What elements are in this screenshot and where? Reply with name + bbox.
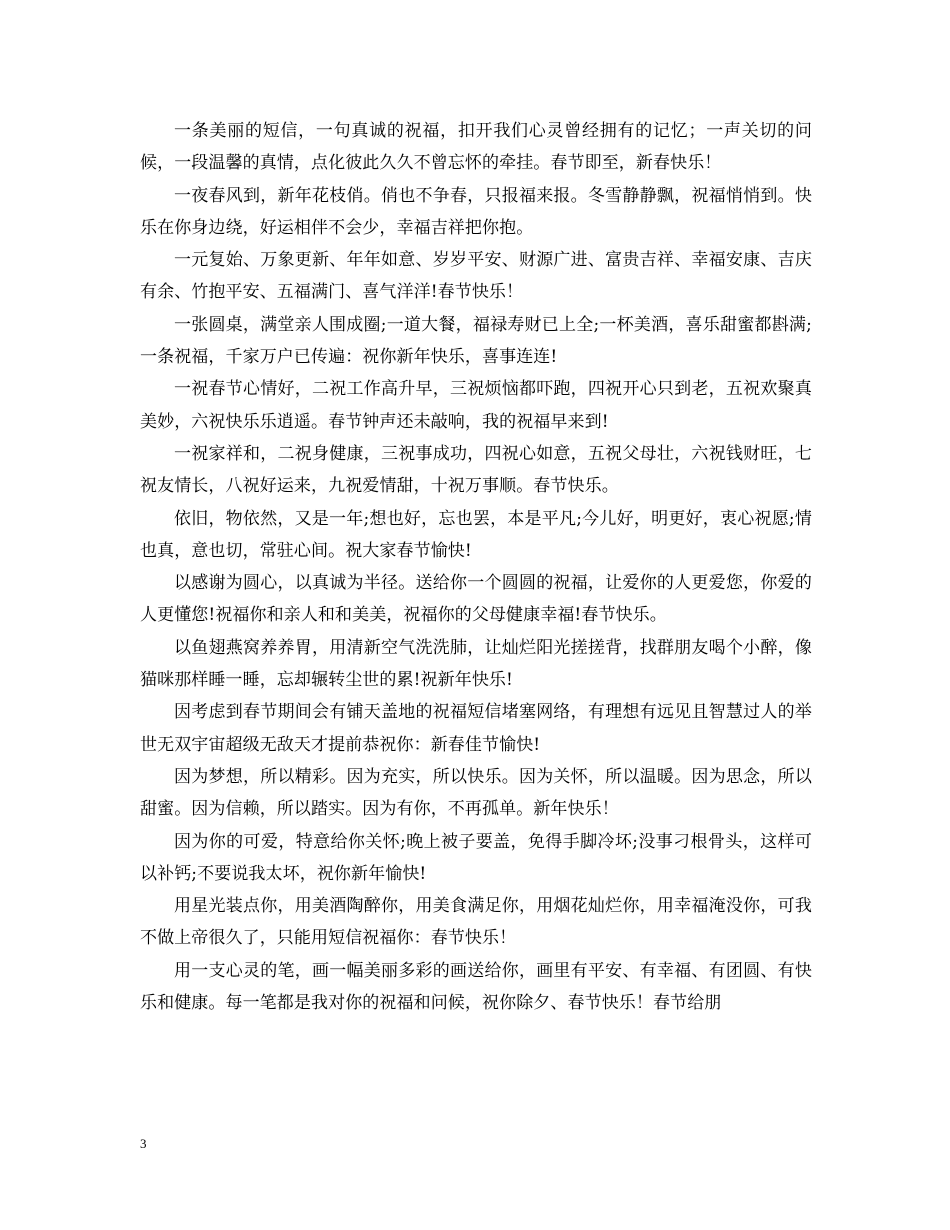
paragraph: 因考虑到春节期间会有铺天盖地的祝福短信堵塞网络，有理想有远见且智慧过人的举世无双宇宙超级无敌天才提前恭祝你：新春佳节愉快! (140, 702, 812, 755)
page-number: 3 (140, 1136, 147, 1151)
paragraph: 因为梦想，所以精彩。因为充实，所以快乐。因为关怀，所以温暖。因为思念，所以甜蜜。因为信赖，所以踏实。因为有你，不再孤单。新年快乐！ (140, 766, 812, 820)
paragraph: 用一支心灵的笔，画一幅美丽多彩的画送给你，画里有平安、有幸福、有团圆、有快乐和健康。每一笔都是我对你的祝福和问候，祝你除夕、春节快乐！春节给朋 (140, 960, 812, 1014)
paragraph: 以感谢为圆心，以真诚为半径。送给你一个圆圆的祝福，让爱你的人更爱您，你爱的人更懂您!祝福你和亲人和和美美，祝福你的父母健康幸福!春节快乐。 (140, 573, 812, 626)
paragraph: 一元复始、万象更新、年年如意、岁岁平安、财源广进、富贵吉祥、幸福安康、吉庆有余、竹抱平安、五福满门、喜气洋洋!春节快乐！ (140, 250, 812, 303)
document-body (140, 115, 812, 1019)
paragraph: 一祝家祥和，二祝身健康，三祝事成功，四祝心如意，五祝父母壮，六祝钱财旺，七祝友情长，八祝好运来，九祝爱情甜，十祝万事顺。春节快乐。 (140, 443, 812, 497)
paragraph: 一张圆桌，满堂亲人围成圈;一道大餐，福禄寿财已上全;一杯美酒，喜乐甜蜜都斟满;一条祝福，千家万户已传遍：祝你新年快乐，喜事连连! (140, 314, 812, 368)
paragraph: 因为你的可爱，特意给你关怀;晚上被子要盖，免得手脚冷坏;没事刁根骨头，这样可以补钙;不要说我太坏，祝你新年愉快! (140, 831, 812, 884)
paragraph: 一祝春节心情好，二祝工作高升早，三祝烦恼都吓跑，四祝开心只到老，五祝欢聚真美妙，六祝快乐乐逍遥。春节钟声还未敲响，我的祝福早来到! (140, 379, 812, 432)
paragraph: 用星光装点你，用美酒陶醉你，用美食满足你，用烟花灿烂你，用幸福淹没你，可我不做上帝很久了，只能用短信祝福你：春节快乐！ (140, 896, 812, 949)
paragraph: 以鱼翅燕窝养养胃，用清新空气洗洗肺，让灿烂阳光搓搓背，找群朋友喝个小醉，像猫咪那样睡一睡，忘却辗转尘世的累!祝新年快乐! (140, 637, 812, 691)
paragraph: 一夜春风到，新年花枝俏。俏也不争春，只报福来报。冬雪静静飘，祝福悄悄到。快乐在你身边绕，好运相伴不会少，幸福吉祥把你抱。 (140, 185, 812, 238)
paragraph: 一条美丽的短信，一句真诚的祝福，扣开我们心灵曾经拥有的记忆；一声关切的问候，一段温馨的真情，点化彼此久久不曾忘怀的牵挂。春节即至，新春快乐！ (140, 121, 812, 174)
paragraph: 依旧，物依然，又是一年;想也好，忘也罢，本是平凡;今儿好，明更好，衷心祝愿;情也真，意也切，常驻心间。祝大家春节愉快! (140, 508, 812, 561)
